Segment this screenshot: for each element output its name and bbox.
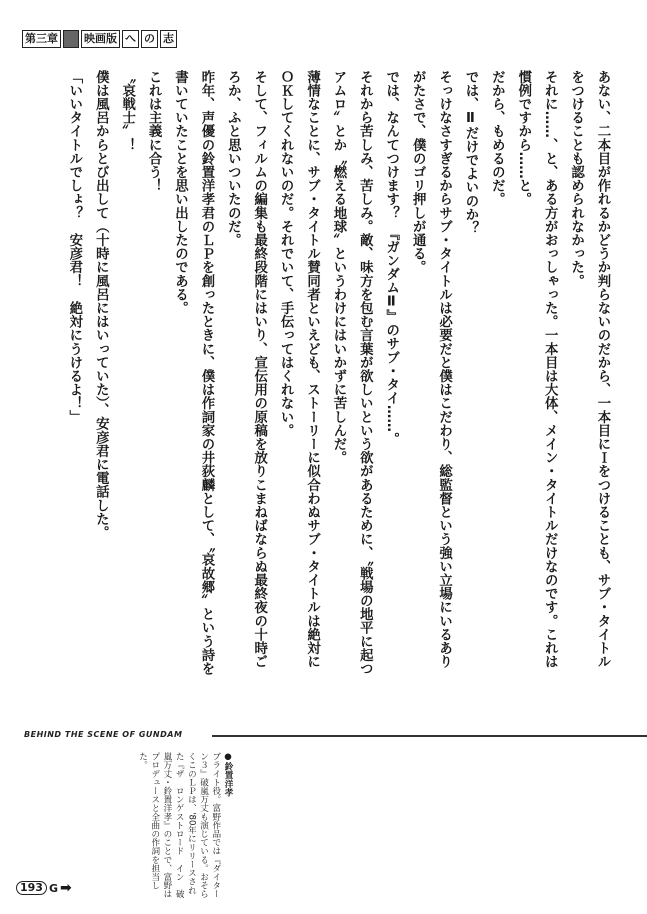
page-number-value: 193 (16, 881, 47, 895)
paragraph: それに……、と、ある方がおっしゃった。一本目は大体、メイン・タイトルだけなのです。これは慣例ですから……と。 (515, 70, 558, 669)
chapter-title-part: の (141, 30, 158, 48)
page-number (16, 880, 72, 896)
next-arrow-icon: ➡ (60, 880, 72, 896)
footnote-body: ブライト役。富野作品では『ダイターン３』破嵐万丈も演じている。おそらくこのＬＰは、'80年にリリースされた『ザ ロンゲストロード イン 破嵐万丈・鈴置洋孝』のことで、富野はプロデュースと全曲の作詞を担当した。 (137, 752, 221, 899)
chapter-header (22, 30, 177, 48)
paragraph: 「いいタイトルでしょ？ 安彦君！ 絶対にうけるよ！」 (66, 70, 82, 424)
footnote-heading: ●鈴置洋孝 (223, 752, 233, 797)
paragraph: これは主義に合う！ (146, 70, 162, 193)
divider-title: BEHIND THE SCENE OF GUNDAM (24, 730, 183, 739)
page-suffix: G (48, 881, 58, 895)
paragraph: そして、フィルムの編集も最終段階にはいり、宣伝用の原稿を放りこまねばならぬ最終夜の十時ごろか、ふと思いついたのだ。 (225, 70, 267, 669)
paragraph: 昨年、声優の鈴置洋孝君のＬＰを創ったときに、僕は作詞家の井荻麟として、〝哀故郷〟という詩を書いていたことを思い出したのである。 (172, 70, 214, 676)
divider-line (212, 735, 647, 737)
chapter-title-part: 志 (160, 30, 177, 48)
paragraph: そっけなさすぎるからサブ・タイトルは必要だと僕はこだわり、総監督という強い立場にいるありがたさで、僕のゴリ押しが通る。 (410, 70, 452, 669)
section-divider (0, 730, 647, 742)
paragraph: では、Ⅱだけでよいのか？ (462, 70, 478, 235)
chapter-separator-block: ■ (63, 30, 79, 48)
chapter-label: 第三章 (22, 30, 61, 48)
paragraph: 薄情なことに、サブ・タイトル賛同者といえども、ストーリーに似合わぬサブ・タイトルは絶対にＯＫしてくれないのだ。それでいて、手伝ってはくれない。 (278, 70, 320, 669)
paragraph: だから、もめるのだ。 (489, 70, 505, 206)
paragraph: 〝哀戦士〟！ (119, 70, 135, 152)
footnote (92, 752, 234, 902)
paragraph: 僕は風呂からとび出して（十時に風呂にはいっていた）、安彦君に電話した。 (93, 70, 109, 540)
paragraph: それから苦しみ、苦しみ。敵、味方を包む言葉が欲しいという欲があるために、〝戦場の地平に起つアムロ〟とか〝燃える地球〟というわけにはいかずに苦しんだ。 (330, 70, 373, 676)
chapter-title-part: 映画版 (81, 30, 120, 48)
main-text (60, 70, 615, 680)
paragraph: あない、二本目が作れるかどうか判らないのだから、一本目にＩをつけることも、サブ・タイトルをつけることも認められなかった。 (568, 70, 610, 669)
paragraph: では、なんてつけます？ 『ガンダムⅡ』のサブ・タイ……。 (383, 70, 399, 446)
chapter-title-part: へ (122, 30, 139, 48)
